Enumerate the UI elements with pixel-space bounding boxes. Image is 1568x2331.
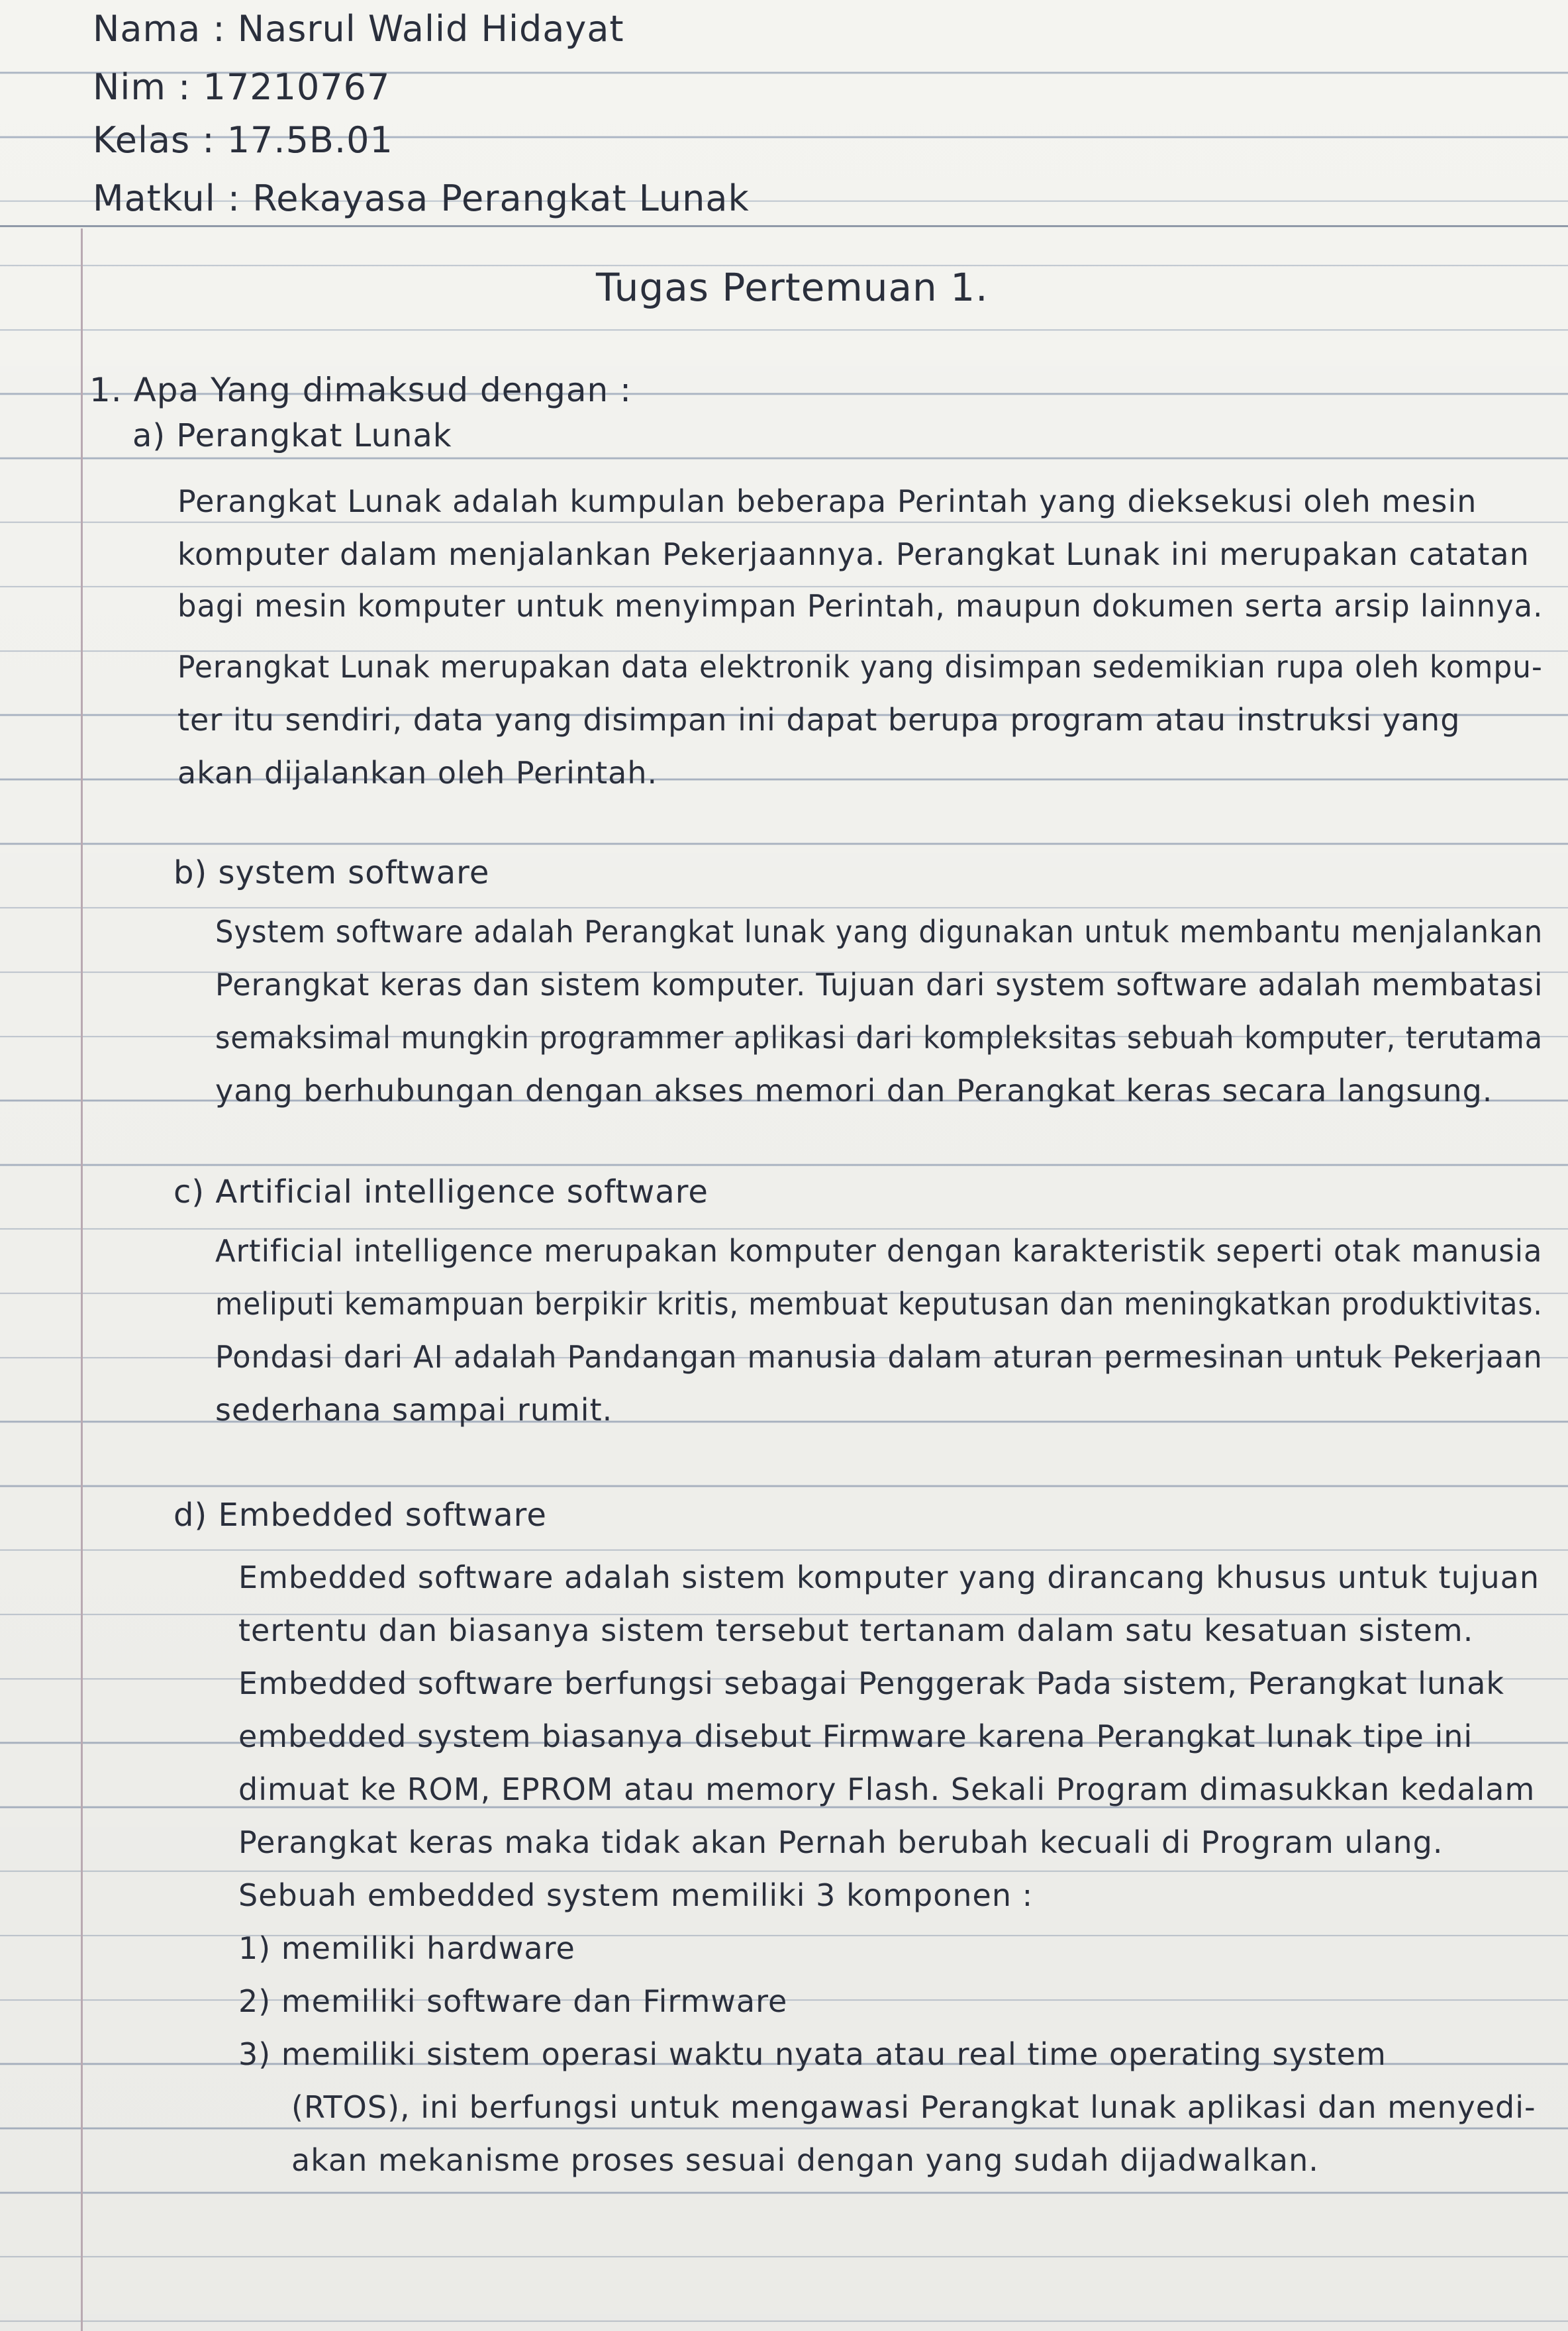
section-b-line: System software adalah Perangkat lunak yang digunakan untuk membantu menjalankan xyxy=(215,914,1544,950)
section-b-line: yang berhubungan dengan akses memori dan Perangkat keras secara langsung. xyxy=(215,1073,1493,1109)
section-d-line: dimuat ke ROM, EPROM atau memory Flash. Sekali Program dimasukkan kedalam xyxy=(238,1771,1536,1807)
section-c-line: Artificial intelligence merupakan komputer dengan karakteristik seperti otak manusia xyxy=(215,1233,1543,1269)
section-a-line: Perangkat Lunak adalah kumpulan beberapa Perintah yang dieksekusi oleh mesin xyxy=(177,483,1477,519)
section-d-heading: d) Embedded software xyxy=(173,1497,547,1534)
margin-line xyxy=(81,228,83,2331)
section-d-list-item: 2) memiliki software dan Firmware xyxy=(238,1983,788,2019)
section-b-line: Perangkat keras dan sistem komputer. Tujuan dari system software adalah membatasi xyxy=(215,967,1544,1003)
section-d-list-item: 3) memiliki sistem operasi waktu nyata atau real time operating system xyxy=(238,2036,1387,2072)
section-d-line: Perangkat keras maka tidak akan Pernah berubah kecuali di Program ulang. xyxy=(238,1824,1444,1860)
question-heading: 1. Apa Yang dimaksud dengan : xyxy=(89,371,632,409)
section-c-line: sederhana sampai rumit. xyxy=(215,1392,613,1428)
section-b-heading: b) system software xyxy=(173,854,490,891)
student-nim: Nim : 17210767 xyxy=(93,66,391,108)
section-d-line: embedded system biasanya disebut Firmware karena Perangkat lunak tipe ini xyxy=(238,1718,1473,1754)
section-d-line: Embedded software adalah sistem komputer yang dirancang khusus untuk tujuan xyxy=(238,1560,1540,1595)
header-divider xyxy=(0,225,1568,227)
student-class: Kelas : 17.5B.01 xyxy=(93,119,393,161)
page-title: Tugas Pertemuan 1. xyxy=(596,265,989,310)
course-name: Matkul : Rekayasa Perangkat Lunak xyxy=(93,177,750,219)
section-d-line: Embedded software berfungsi sebagai Penggerak Pada sistem, Perangkat lunak xyxy=(238,1665,1505,1701)
section-d-line: (RTOS), ini berfungsi untuk mengawasi Perangkat lunak aplikasi dan menyedi- xyxy=(291,2089,1536,2125)
section-b-line: semaksimal mungkin programmer aplikasi dari kompleksitas sebuah komputer, terutama xyxy=(215,1020,1544,1056)
section-d-list-item: 1) memiliki hardware xyxy=(238,1930,575,1966)
student-name: Nama : Nasrul Walid Hidayat xyxy=(93,8,624,50)
section-a-line: Perangkat Lunak merupakan data elektronik yang disimpan sedemikian rupa oleh kompu- xyxy=(177,649,1543,685)
section-c-heading: c) Artificial intelligence software xyxy=(173,1173,709,1211)
section-a-line: akan dijalankan oleh Perintah. xyxy=(177,755,658,791)
section-a-line: bagi mesin komputer untuk menyimpan Perintah, maupun dokumen serta arsip lainnya. xyxy=(177,588,1544,624)
section-a-heading: a) Perangkat Lunak xyxy=(132,417,452,454)
section-d-line: Sebuah embedded system memiliki 3 komponen : xyxy=(238,1877,1034,1913)
section-d-line: akan mekanisme proses sesuai dengan yang sudah dijadwalkan. xyxy=(291,2142,1319,2178)
section-a-line: komputer dalam menjalankan Pekerjaannya. Perangkat Lunak ini merupakan catatan xyxy=(177,536,1530,572)
section-a-line: ter itu sendiri, data yang disimpan ini dapat berupa program atau instruksi yang xyxy=(177,702,1461,738)
section-c-line: Pondasi dari AI adalah Pandangan manusia dalam aturan permesinan untuk Pekerjaan xyxy=(215,1339,1543,1375)
section-c-line: meliputi kemampuan berpikir kritis, membuat keputusan dan meningkatkan produktivitas. xyxy=(215,1286,1543,1322)
section-d-line: tertentu dan biasanya sistem tersebut tertanam dalam satu kesatuan sistem. xyxy=(238,1612,1474,1648)
